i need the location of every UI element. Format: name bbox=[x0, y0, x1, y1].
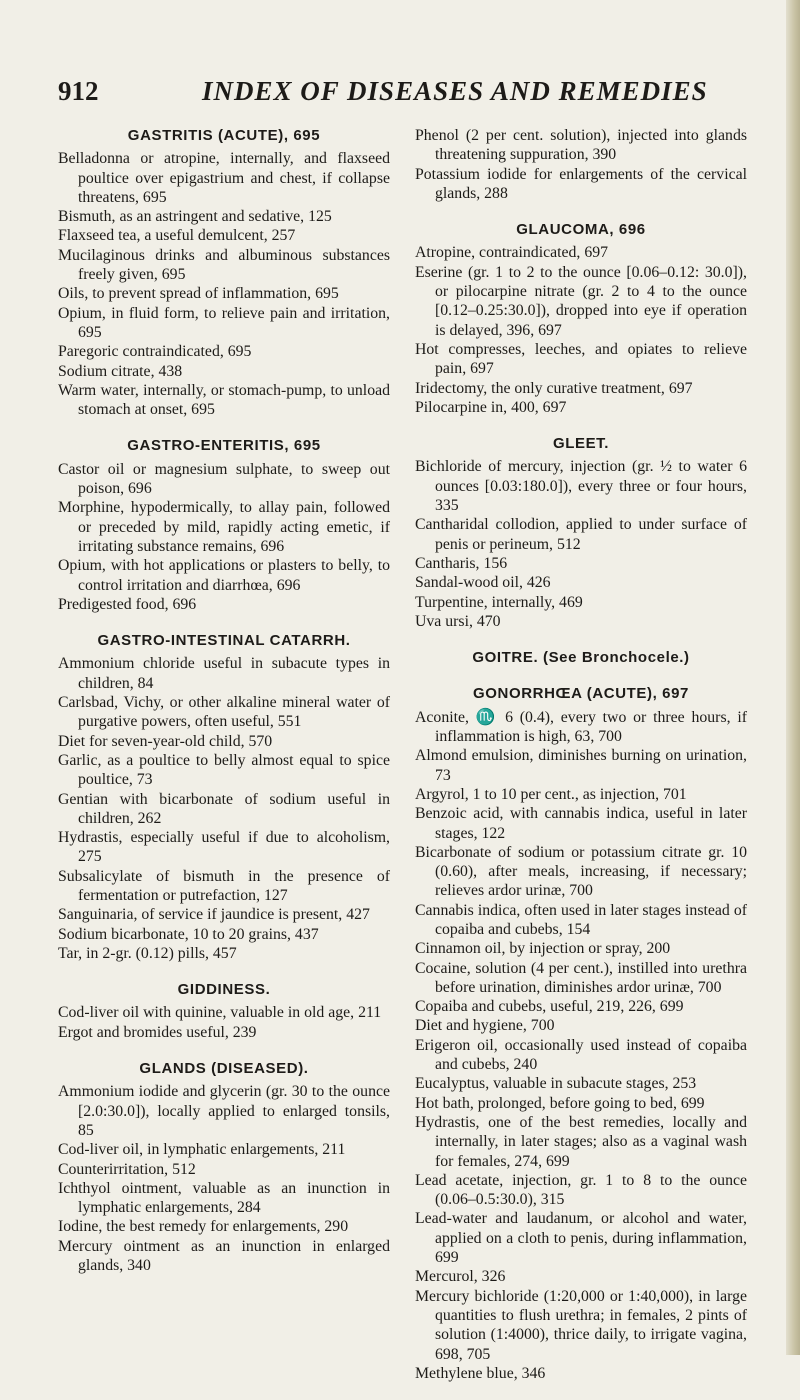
index-section bbox=[415, 126, 747, 203]
index-entry: Castor oil or magnesium sulphate, to sweep out poison, 696 bbox=[58, 460, 390, 498]
index-entry: Sandal-wood oil, 426 bbox=[415, 574, 551, 592]
index-entry: Hot compresses, leeches, and opiates to relieve pain, 697 bbox=[415, 340, 747, 378]
index-entry: Mercury bichloride (1:20,000 or 1:40,000), in large quantities to flush urethra; in females, 2 pints of solution (1:4000), thrice daily, to irrigate vagina, 698, 705 bbox=[415, 1287, 747, 1363]
index-entry: Diet and hygiene, 700 bbox=[415, 1017, 555, 1035]
index-entry: Lead acetate, injection, gr. 1 to 8 to the ounce (0.06–0.5:30.0), 315 bbox=[415, 1171, 747, 1209]
index-entry: Eserine (gr. 1 to 2 to the ounce [0.06–0.12: 30.0]), or pilocarpine nitrate (gr. 2 to 4 to the ounce [0.12–0.25:30.0]), dropped into eye if operation is delayed, 396, 697 bbox=[415, 263, 747, 339]
page-edge bbox=[786, 0, 800, 1355]
index-entry: Mercury ointment as an inunction in enlarged glands, 340 bbox=[58, 1237, 390, 1275]
section-heading: GASTRO-ENTERITIS, 695 bbox=[127, 437, 321, 455]
index-entry: Bichloride of mercury, injection (gr. ½ to water 6 ounces [0.03:180.0]), every three or four hours, 335 bbox=[415, 458, 747, 515]
index-entry: Opium, with hot applications or plasters to belly, to control irritation and diarrhœa, 696 bbox=[58, 557, 390, 594]
index-entry: Argyrol, 1 to 10 per cent., as injection, 701 bbox=[415, 785, 687, 803]
index-entry: Cod-liver oil, in lymphatic enlargements, 211 bbox=[58, 1141, 346, 1159]
index-entry: Oils, to prevent spread of inflammation, 695 bbox=[58, 285, 339, 303]
index-section bbox=[58, 1059, 390, 1275]
section-heading: GOITRE. (See Bronchocele.) bbox=[472, 649, 690, 667]
index-entry: Gentian with bicarbonate of sodium useful in children, 262 bbox=[58, 790, 390, 827]
section-heading: GASTRO-INTESTINAL CATARRH. bbox=[97, 632, 351, 650]
index-entry: Pilocarpine in, 400, 697 bbox=[415, 398, 567, 416]
page-number: 912 bbox=[58, 76, 99, 106]
section-heading: GASTRITIS (ACUTE), 695 bbox=[127, 127, 321, 144]
index-entry: Mercurol, 326 bbox=[415, 1268, 506, 1286]
section-heading: GLANDS (DISEASED). bbox=[139, 1060, 309, 1078]
index-entry: Carlsbad, Vichy, or other alkaline mineral water of purgative powers, often useful, 551 bbox=[58, 694, 390, 731]
index-entry: Subsalicylate of bismuth in the presence of fermentation or putrefaction, 127 bbox=[58, 867, 390, 904]
index-entry: Flaxseed tea, a useful demulcent, 257 bbox=[58, 227, 296, 245]
index-entry: Cantharidal collodion, applied to under surface of penis or perineum, 512 bbox=[415, 516, 747, 553]
right-column bbox=[415, 126, 747, 1400]
index-entry: Cocaine, solution (4 per cent.), instilled into urethra before urination, diminishes ardor urinæ, 700 bbox=[415, 959, 747, 996]
index-entry: Belladonna or atropine, internally, and flaxseed poultice over epigastrium and chest, if collapse threatens, 695 bbox=[58, 150, 390, 206]
index-entry: Sodium bicarbonate, 10 to 20 grains, 437 bbox=[58, 925, 319, 943]
index-entry: Morphine, hypodermically, to allay pain, followed or preceded by mild, rapidly acting emetic, if irritating substance remains, 696 bbox=[58, 499, 390, 555]
index-section bbox=[415, 220, 747, 417]
index-entry: Atropine, contraindicated, 697 bbox=[415, 244, 609, 262]
index-entry: Hydrastis, especially useful if due to alcoholism, 275 bbox=[58, 829, 390, 866]
index-entry: Bismuth, as an astringent and sedative, 125 bbox=[58, 208, 332, 226]
index-entry: Hydrastis, one of the best remedies, locally and internally, in later stages; also as a vaginal wash for females, 274, 699 bbox=[415, 1113, 747, 1170]
index-entry: Ergot and bromides useful, 239 bbox=[58, 1023, 257, 1041]
index-entry: Diet for seven-year-old child, 570 bbox=[58, 732, 273, 750]
index-entry: Ichthyol ointment, valuable as an inunction in lymphatic enlargements, 284 bbox=[58, 1179, 390, 1217]
index-entry: Predigested food, 696 bbox=[58, 595, 197, 613]
index-section bbox=[415, 434, 747, 631]
index-entry: Tar, in 2-gr. (0.12) pills, 457 bbox=[58, 944, 237, 962]
section-heading: GONORRHŒA (ACUTE), 697 bbox=[473, 685, 689, 703]
index-entry: Counterirritation, 512 bbox=[58, 1160, 196, 1178]
index-entry: Turpentine, internally, 469 bbox=[415, 593, 583, 611]
index-entry: Sodium citrate, 438 bbox=[58, 362, 183, 380]
index-entry: Iodine, the best remedy for enlargements, 290 bbox=[58, 1218, 349, 1236]
index-entry: Iridectomy, the only curative treatment, 697 bbox=[415, 379, 693, 397]
index-entry: Opium, in fluid form, to relieve pain and irritation, 695 bbox=[58, 304, 390, 341]
index-section bbox=[58, 436, 390, 614]
index-entry: Cod-liver oil with quinine, valuable in old age, 211 bbox=[58, 1004, 382, 1022]
index-section bbox=[58, 126, 390, 419]
index-entry: Lead-water and laudanum, or alcohol and water, applied on a cloth to penis, during inflammation, 699 bbox=[415, 1210, 747, 1267]
index-section bbox=[58, 631, 390, 963]
index-entry: Warm water, internally, or stomach-pump, to unload stomach at onset, 695 bbox=[58, 381, 390, 419]
index-entry: Methylene blue, 346 bbox=[415, 1364, 546, 1382]
index-section bbox=[58, 980, 390, 1042]
left-column bbox=[58, 126, 390, 1292]
index-entry: Bicarbonate of sodium or potassium citrate gr. 10 (0.60), after meals, increasing, if necessary; relieves ardor urinæ, 700 bbox=[415, 843, 747, 900]
index-section bbox=[415, 684, 747, 1383]
index-entry: Erigeron oil, occasionally used instead of copaiba and cubebs, 240 bbox=[415, 1036, 747, 1074]
index-entry: Cantharis, 156 bbox=[415, 554, 508, 572]
index-entry: Benzoic acid, with cannabis indica, useful in later stages, 122 bbox=[415, 805, 747, 842]
section-heading: GLEET. bbox=[552, 435, 610, 453]
index-entry: Eucalyptus, valuable in subacute stages, 253 bbox=[415, 1075, 697, 1093]
index-entry: Almond emulsion, diminishes burning on urination, 73 bbox=[415, 747, 747, 784]
index-entry: Mucilaginous drinks and albuminous substances freely given, 695 bbox=[58, 246, 390, 284]
index-entry: Sanguinaria, of service if jaundice is present, 427 bbox=[58, 906, 370, 924]
index-entry: Aconite, ♏ 6 (0.4), every two or three hours, if inflammation is high, 63, 700 bbox=[415, 708, 747, 746]
index-entry: Potassium iodide for enlargements of the cervical glands, 288 bbox=[415, 165, 747, 202]
index-entry: Ammonium iodide and glycerin (gr. 30 to the ounce [2.0:30.0]), locally applied to enlarged tonsils, 85 bbox=[58, 1083, 390, 1139]
index-entry: Paregoric contraindicated, 695 bbox=[58, 343, 252, 361]
index-entry: Phenol (2 per cent. solution), injected into glands threatening suppuration, 390 bbox=[415, 127, 747, 164]
index-section bbox=[415, 648, 747, 667]
section-heading: GLAUCOMA, 696 bbox=[516, 221, 646, 239]
index-entry: Garlic, as a poultice to belly almost equal to spice poultice, 73 bbox=[58, 751, 390, 789]
page-header bbox=[58, 76, 758, 112]
index-entry: Cannabis indica, often used in later stages instead of copaiba and cubebs, 154 bbox=[415, 901, 747, 938]
index-entry: Hot bath, prolonged, before going to bed, 699 bbox=[415, 1094, 705, 1112]
index-entry: Copaiba and cubebs, useful, 219, 226, 699 bbox=[415, 998, 684, 1016]
index-entry: Ammonium chloride useful in subacute types in children, 84 bbox=[58, 655, 390, 692]
section-heading: GIDDINESS. bbox=[177, 981, 271, 999]
running-title: INDEX OF DISEASES AND REMEDIES bbox=[202, 76, 708, 106]
index-entry: Uva ursi, 470 bbox=[415, 612, 501, 630]
index-entry: Cinnamon oil, by injection or spray, 200 bbox=[415, 940, 671, 958]
